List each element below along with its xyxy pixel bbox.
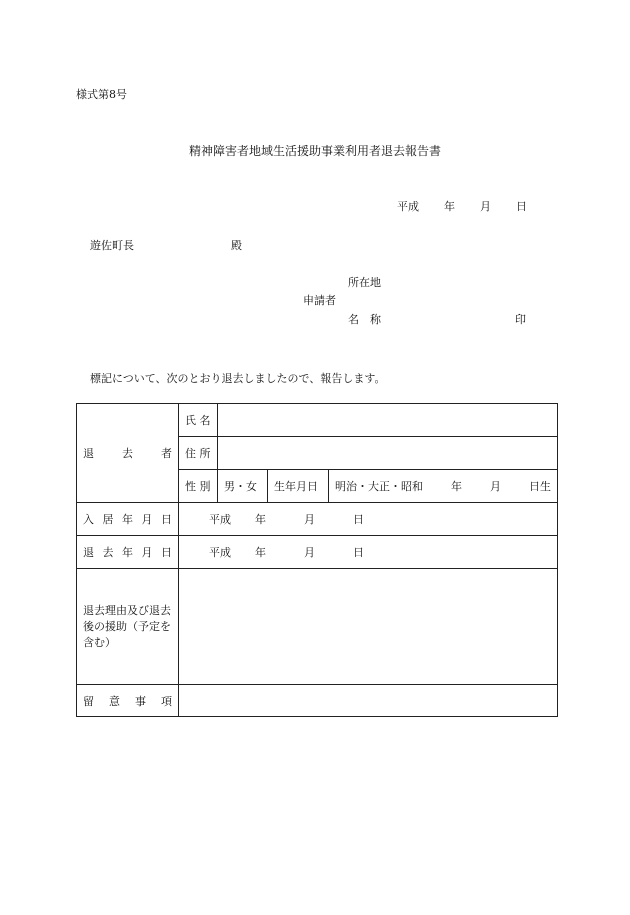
move-in-era: 平成 (209, 513, 231, 526)
move-out-date-field[interactable] (179, 536, 558, 569)
name-field[interactable] (218, 404, 558, 437)
label-char: 月 (141, 546, 153, 559)
sex-field-label: 性 別 (179, 470, 218, 503)
label-char: 居 (102, 513, 114, 526)
statement-text: 標記について、次のとおり退去しましたので、報告します。 (90, 372, 386, 385)
label-char: 去 (102, 546, 114, 559)
reason-field[interactable] (179, 569, 558, 685)
notes-label (77, 685, 179, 717)
name-field-label: 氏 名 (179, 404, 218, 437)
label-char: 退 (83, 546, 94, 559)
addressee-honorific: 殿 (231, 239, 242, 252)
label-char: 項 (161, 694, 172, 708)
seal-mark: 印 (515, 313, 526, 326)
label-char: 入 (83, 513, 94, 526)
form-number: 様式第8号 (76, 88, 127, 101)
label-char: 事 (135, 694, 146, 708)
date-era: 平成 (397, 200, 419, 213)
label-char: 日 (161, 546, 172, 559)
birthdate-label: 生年月日 (268, 470, 329, 503)
notes-field[interactable] (179, 685, 558, 717)
move-out-era: 平成 (209, 546, 231, 559)
report-table (76, 403, 558, 717)
date-year-label: 年 (444, 200, 455, 213)
label-char: 意 (109, 694, 120, 708)
move-in-day: 日 (353, 513, 364, 526)
leaver-label-char: 者 (161, 447, 172, 460)
move-in-date-label (77, 503, 179, 536)
address-field-label: 住 所 (179, 437, 218, 470)
sex-options[interactable]: 男・女 (218, 470, 268, 503)
leaver-label-cell (77, 404, 179, 503)
leaver-label-char: 退 (83, 447, 94, 460)
label-char: 月 (141, 513, 153, 526)
birth-year-label: 年 (451, 480, 462, 493)
birthdate-field[interactable] (329, 470, 558, 503)
date-day-label: 日 (516, 200, 527, 213)
label-char: 留 (83, 694, 94, 708)
applicant-label: 申請者 (303, 294, 336, 307)
leaver-label-char: 去 (122, 447, 133, 460)
document-title: 精神障害者地域生活援助事業利用者退去報告書 (188, 144, 441, 158)
move-in-date-field[interactable] (179, 503, 558, 536)
move-out-day: 日 (353, 546, 364, 559)
addressee-name: 遊佐町長 (90, 239, 134, 252)
move-out-year: 年 (255, 546, 266, 559)
label-char: 年 (122, 546, 133, 559)
label-char: 年 (122, 513, 133, 526)
date-month-label: 月 (480, 200, 491, 213)
address-label: 所在地 (348, 276, 381, 289)
birth-eras: 明治・大正・昭和 (335, 480, 423, 493)
move-in-year: 年 (255, 513, 266, 526)
move-in-month: 月 (304, 513, 315, 526)
move-out-month: 月 (304, 546, 315, 559)
name-label: 名 称 (348, 313, 381, 326)
label-char: 日 (161, 513, 172, 526)
birth-month-label: 月 (490, 480, 501, 493)
birth-day-label: 日生 (529, 480, 551, 493)
reason-label: 退去理由及び退去後の援助（予定を含む） (77, 569, 179, 685)
move-out-date-label (77, 536, 179, 569)
address-field[interactable] (218, 437, 558, 470)
